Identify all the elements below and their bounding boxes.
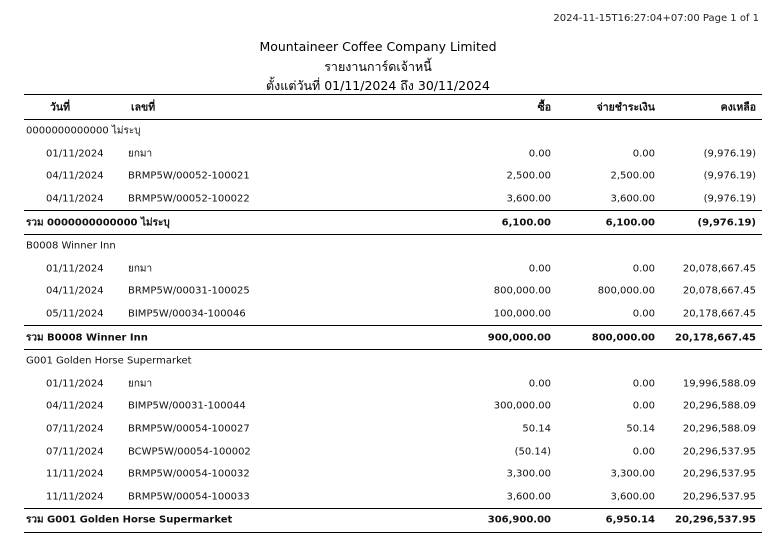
row-date: 04/11/2024: [46, 285, 104, 297]
row-pay: 0.00: [632, 378, 655, 390]
row-doc: BRMP5W/00054-100032: [128, 468, 250, 480]
row-buy: 3,300.00: [506, 468, 551, 480]
row-balance: 20,296,537.95: [682, 468, 756, 480]
row-date: 04/11/2024: [46, 193, 104, 205]
table-row: [24, 143, 762, 166]
row-doc: ยกมา: [128, 378, 153, 390]
row-date: 01/11/2024: [46, 378, 104, 390]
group-header: [24, 235, 762, 258]
row-balance: 20,296,537.95: [682, 446, 756, 458]
subtotal-pay: 6,100.00: [605, 217, 655, 229]
row-doc: ยกมา: [128, 263, 153, 275]
row-doc: BCWP5W/00054-100002: [128, 446, 251, 458]
row-doc: ยกมา: [128, 148, 153, 160]
row-pay: 0.00: [632, 308, 655, 320]
row-pay: 0.00: [632, 263, 655, 275]
table-row: [24, 440, 762, 463]
subtotal-balance: 20,178,667.45: [675, 332, 756, 344]
table-row: [24, 463, 762, 486]
row-buy: 800,000.00: [493, 285, 551, 297]
row-buy: 3,600.00: [506, 491, 551, 503]
col-buy-header: ซื้อ: [537, 101, 551, 114]
subtotal-buy: 6,100.00: [501, 217, 551, 229]
subtotal-label: รวม G001 Golden Horse Supermarket: [26, 514, 233, 526]
row-buy: (50.14): [514, 446, 551, 458]
row-balance: (9,976.19): [703, 193, 756, 205]
row-balance: 20,078,667.45: [682, 285, 756, 297]
group-header: [24, 350, 762, 373]
table-row: [24, 165, 762, 188]
row-pay: 3,600.00: [610, 193, 655, 205]
column-header-row: [24, 94, 762, 120]
row-date: 04/11/2024: [46, 170, 104, 182]
row-date: 04/11/2024: [46, 400, 104, 412]
subtotal-row: [24, 325, 762, 350]
row-doc: BIMP5W/00034-100046: [128, 308, 246, 320]
table-row: [24, 486, 762, 509]
row-pay: 0.00: [632, 446, 655, 458]
row-pay: 0.00: [632, 400, 655, 412]
subtotal-buy: 900,000.00: [487, 332, 551, 344]
table-row: [24, 418, 762, 441]
row-date: 11/11/2024: [46, 491, 104, 503]
row-buy: 100,000.00: [493, 308, 551, 320]
subtotal-row: [24, 508, 762, 533]
row-date: 07/11/2024: [46, 446, 104, 458]
table-row: [24, 303, 762, 326]
table-row: [24, 395, 762, 418]
table-row: [24, 280, 762, 303]
subtotal-pay: 800,000.00: [591, 332, 655, 344]
row-pay: 3,600.00: [610, 491, 655, 503]
row-balance: 20,178,667.45: [682, 308, 756, 320]
row-date: 05/11/2024: [46, 308, 104, 320]
row-balance: 19,996,588.09: [682, 378, 756, 390]
row-balance: (9,976.19): [703, 170, 756, 182]
row-doc: BRMP5W/00052-100022: [128, 193, 250, 205]
row-buy: 300,000.00: [493, 400, 551, 412]
row-buy: 2,500.00: [506, 170, 551, 182]
row-doc: BRMP5W/00054-100027: [128, 423, 250, 435]
col-doc-header: เลขที่: [131, 101, 156, 114]
table-row: [24, 188, 762, 211]
row-date: 11/11/2024: [46, 468, 104, 480]
row-pay: 0.00: [632, 148, 655, 160]
row-pay: 3,300.00: [610, 468, 655, 480]
row-date: 01/11/2024: [46, 263, 104, 275]
subtotal-pay: 6,950.14: [605, 514, 655, 526]
row-buy: 3,600.00: [506, 193, 551, 205]
group-header: [24, 120, 762, 143]
subtotal-buy: 306,900.00: [487, 514, 551, 526]
row-balance: 20,296,588.09: [682, 400, 756, 412]
row-doc: BRMP5W/00054-100033: [128, 491, 250, 503]
row-balance: 20,078,667.45: [682, 263, 756, 275]
subtotal-label: รวม 0000000000000 ไม่ระบุ: [26, 217, 170, 229]
row-pay: 2,500.00: [610, 170, 655, 182]
group-label: 0000000000000 ไม่ระบุ: [26, 125, 141, 137]
col-balance-header: คงเหลือ: [720, 101, 756, 114]
row-doc: BRMP5W/00031-100025: [128, 285, 250, 297]
row-buy: 50.14: [522, 423, 551, 435]
col-pay-header: จ่ายชำระเงิน: [596, 101, 655, 114]
row-buy: 0.00: [528, 148, 551, 160]
group-label: B0008 Winner Inn: [26, 240, 116, 252]
report-table: [24, 94, 762, 533]
row-balance: (9,976.19): [703, 148, 756, 160]
subtotal-balance: 20,296,537.95: [675, 514, 756, 526]
company-name: Mountaineer Coffee Company Limited: [259, 39, 497, 54]
table-row: [24, 373, 762, 396]
row-balance: 20,296,537.95: [682, 491, 756, 503]
row-date: 07/11/2024: [46, 423, 104, 435]
subtotal-label: รวม B0008 Winner Inn: [26, 332, 148, 344]
subtotal-row: [24, 210, 762, 235]
report-title: รายงานการ์ดเจ้าหนี้: [324, 59, 432, 74]
report-date-range: ตั้งแต่วันที่ 01/11/2024 ถึง 30/11/2024: [266, 78, 490, 93]
row-balance: 20,296,588.09: [682, 423, 756, 435]
row-pay: 800,000.00: [597, 285, 655, 297]
row-buy: 0.00: [528, 263, 551, 275]
group-label: G001 Golden Horse Supermarket: [26, 355, 192, 367]
report-meta: 2024-11-15T16:27:04+07:00 Page 1 of 1: [553, 13, 759, 24]
row-doc: BRMP5W/00052-100021: [128, 170, 250, 182]
row-doc: BIMP5W/00031-100044: [128, 400, 246, 412]
col-date-header: วันที่: [50, 101, 70, 114]
row-buy: 0.00: [528, 378, 551, 390]
subtotal-balance: (9,976.19): [697, 217, 756, 229]
table-row: [24, 258, 762, 281]
row-date: 01/11/2024: [46, 148, 104, 160]
row-pay: 50.14: [626, 423, 655, 435]
